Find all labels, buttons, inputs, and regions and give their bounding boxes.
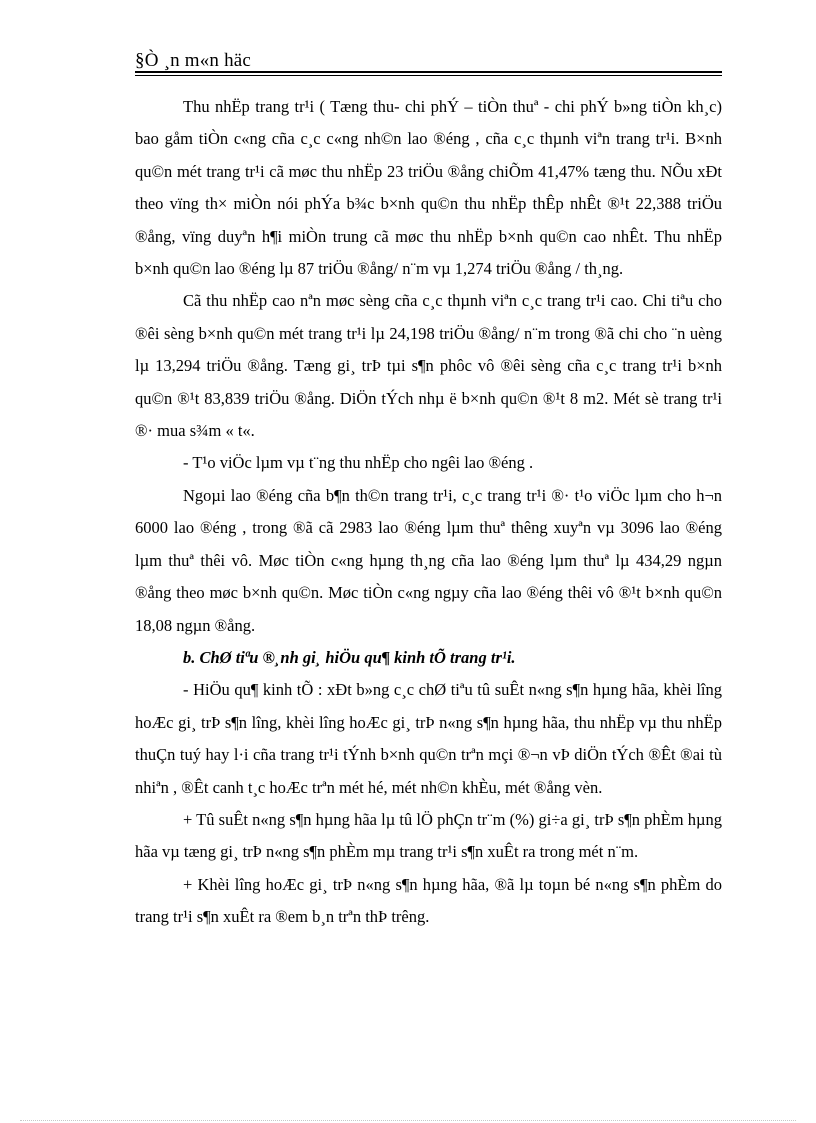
paragraph-living-standard: Cã thu nhËp cao nªn møc sèng cña c¸c thµnh viªn c¸c trang tr¹i cao. Chi tiªu cho ®êi sèng b×nh qu©n mét trang tr¹i lµ 24,198 triÖu ®ång/ n¨m trong ®ã chi cho ¨n uèng lµ 13,294 triÖu ®ång. Tæng gi¸ trÞ tµi s¶n phôc vô ®êi sèng cña c¸c trang tr¹i b×nh qu©n ®¹t 83,839 triÖu ®ång. DiÖn tÝch nhµ ë b×nh qu©n ®¹t 8 m2. Mét sè trang tr¹i ®· mua s¾m « t«. (135, 291, 722, 441)
paragraph-farm-income: Thu nhËp trang tr¹i ( Tæng thu- chi phÝ – tiÒn thuª - chi phÝ b»ng tiÒn kh¸c) bao gåm tiÒn c«ng cña c¸c c«ng nh©n lao ®éng , cña c¸c thµnh viªn trang tr¹i. B×nh qu©n mét trang tr¹i cã møc thu nhËp 23 triÖu ®ång chiÕm 41,47% tæng thu. NÕu xÐt theo vïng th× miÒn nói phÝa b¾c b×nh qu©n thu nhËp thÊp nhÊt ®¹t 22,388 triÖu ®ång, vïng duyªn h¶i miÒn trung cã møc thu nhËp b×nh qu©n cao nhÊt. Thu nhËp b×nh qu©n lao ®éng lµ 87 triÖu ®ång/ n¨m vµ 1,274 triÖu ®ång / th¸ng. (135, 97, 722, 279)
paragraph-economic-efficiency: - HiÖu qu¶ kinh tÕ : xÐt b»ng c¸c chØ tiªu tû suÊt n«ng s¶n hµng hãa, khèi lîng hoÆc gi¸ trÞ s¶n lîng, khèi lîng hoÆc gi¸ trÞ n«ng s¶n hµng hãa, thu nhËp vµ thu nhËp thuÇn tuý hay l·i cña trang tr¹i tÝnh b×nh qu©n trªn mçi ®¬n vÞ diÖn tÝch ®Êt ®ai tù nhiªn , ®Êt canh t¸c hoÆc trªn mét hé, mét nh©n khÈu, mét ®ång vèn. (135, 680, 722, 797)
paragraph-hired-labour: Ngoµi lao ®éng cña b¶n th©n trang tr¹i, c¸c trang tr¹i ®· t¹o viÖc lµm cho h¬n 6000 lao ®éng , trong ®ã cã 2983 lao ®éng lµm thuª thêng xuyªn vµ 3096 lao ®éng lµm thuª thêi vô. Møc tiÒn c«ng hµng th¸ng cña lao ®éng lµm thuª lµ 434,29 ngµn ®ång theo møc b×nh qu©n. Møc tiÒn c«ng ngµy cña lao ®éng thêi vô ®¹t b×nh qu©n 18,08 ngµn ®ång. (135, 485, 722, 635)
header-title: §Ò ¸n m«n häc (135, 50, 252, 71)
page-header (135, 50, 722, 76)
paragraph-commodity-volume: + Khèi lîng hoÆc gi¸ trÞ n«ng s¶n hµng hãa, ®ã lµ toµn bé n«ng s¶n phÈm do trang tr¹i s¶n xuÊt ra ®em b¸n trªn thÞ trêng. (135, 874, 722, 927)
document-body (135, 91, 722, 934)
paragraph-job-creation-bullet: - T¹o viÖc lµm vµ t¨ng thu nhËp cho ngêi lao ®éng . (183, 453, 534, 473)
paragraph-commodity-ratio: + Tû suÊt n«ng s¶n hµng hãa lµ tû lÖ phÇn tr¨m (%) gi÷a gi¸ trÞ s¶n phÈm hµng hãa vµ tæng gi¸ trÞ n«ng s¶n phÈm mµ trang tr¹i s¶n xuÊt ra trong mét n¨m. (135, 809, 722, 862)
section-heading-efficiency-indicators: b. ChØ tiªu ®¸nh gi¸ hiÖu qu¶ kinh tÕ trang tr¹i. (183, 647, 516, 667)
header-rule-thick (135, 71, 722, 73)
page-bottom-border (20, 1120, 796, 1121)
header-rule-thin (135, 75, 722, 76)
